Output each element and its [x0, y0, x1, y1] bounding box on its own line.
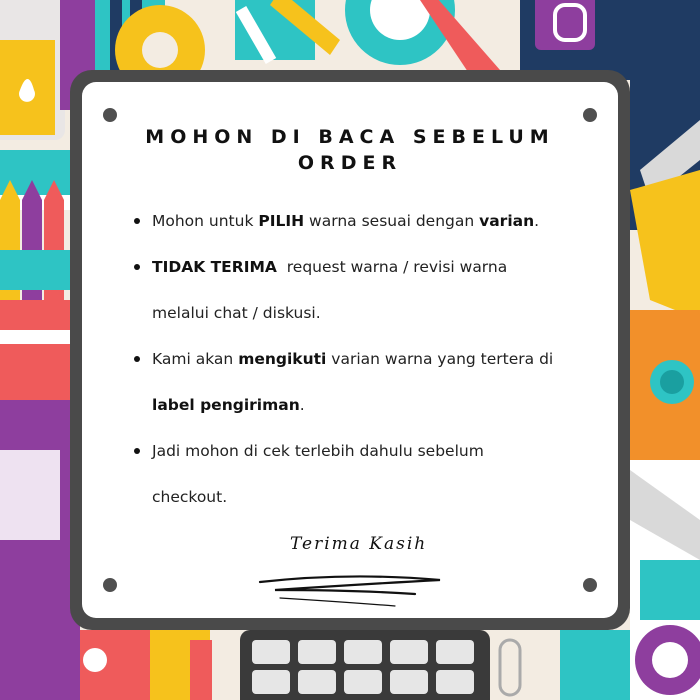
pin-bottom-right-icon [583, 578, 597, 592]
rule-item [134, 336, 594, 428]
rule-text: varian warna yang tertera di [326, 350, 554, 368]
rule-emphasis: varian [479, 212, 535, 230]
rule-text: Kami akan [152, 350, 239, 368]
rules-list [134, 198, 594, 520]
rule-text: . [534, 212, 540, 230]
rule-emphasis: label pengiriman [152, 396, 300, 414]
pin-top-left-icon [103, 108, 117, 122]
notebook-icon [0, 400, 80, 700]
notice-title-line-2: ORDER [297, 152, 403, 174]
rule-item [134, 428, 594, 520]
notice-title-line-1: MOHON DI BACA SEBELUM [145, 126, 555, 148]
rule-emphasis: PILIH [258, 212, 305, 230]
rule-emphasis: TIDAK TERIMA [152, 258, 277, 276]
rule-text-continued: checkout. [152, 488, 228, 506]
rule-text: request warna / revisi warna [276, 258, 508, 276]
push-pin-icon [190, 640, 212, 700]
pin-bottom-left-icon [103, 578, 117, 592]
rule-item [134, 198, 594, 244]
rule-emphasis: mengikuti [238, 350, 327, 368]
rule-text: Mohon untuk [152, 212, 259, 230]
rule-text: . [299, 396, 305, 414]
rule-item [134, 244, 594, 336]
signature-flourish [255, 568, 445, 613]
rule-text: warna sesuai dengan [304, 212, 480, 230]
notice-title [82, 124, 618, 176]
signature-text: Terima Kasih [290, 534, 428, 554]
pin-top-right-icon [583, 108, 597, 122]
rule-text: Jadi mohon di cek terlebih dahulu sebelum [152, 442, 484, 460]
rule-text-continued: melalui chat / diskusi. [152, 304, 321, 322]
